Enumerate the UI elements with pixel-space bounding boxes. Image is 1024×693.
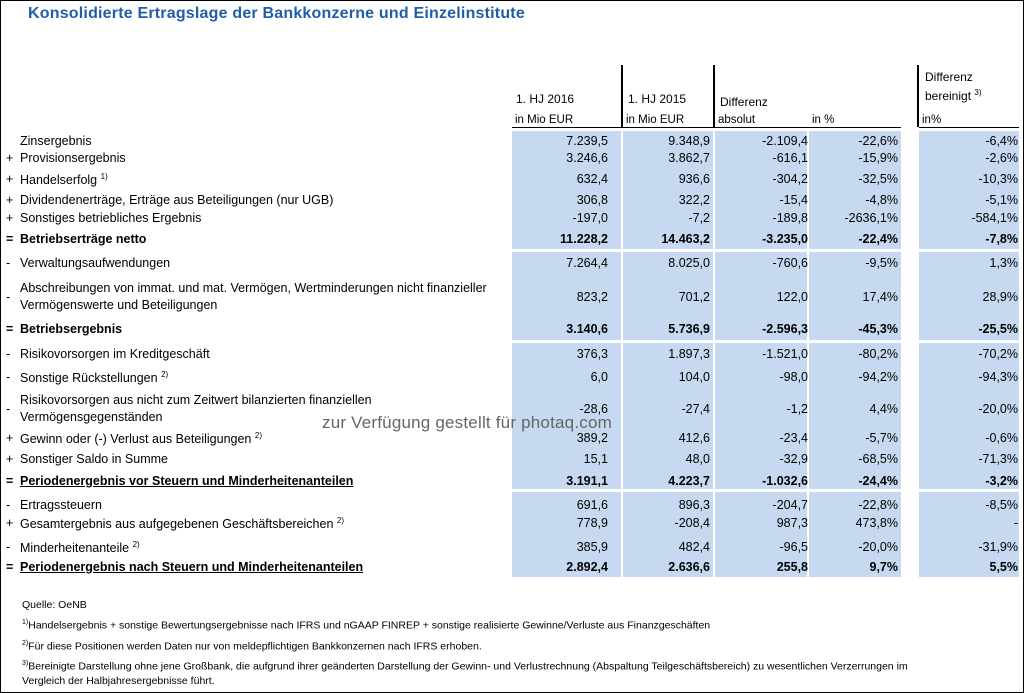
cell-hj2015: 14.463,2 xyxy=(661,232,710,246)
cell-hj2016: 389,2 xyxy=(576,431,608,445)
cell-hj2016: 3.140,6 xyxy=(566,322,608,336)
cell-diff-adj: -8,5% xyxy=(985,498,1018,512)
page-title: Konsolidierte Ertragslage der Bankkonzerne und Einzelinstitute xyxy=(28,5,525,22)
row-operator: = xyxy=(6,322,14,336)
cell-hj2016: -28,6 xyxy=(579,402,608,416)
header-differenz: Differenz xyxy=(720,95,768,109)
footnote-2: $^{2)}$Für diese Positionen werden Daten nur von meldepflichtigen Bankkonzernen nach IFRS erhoben. xyxy=(22,639,482,652)
watermark: zur Verfügung gestellt für photaq.com xyxy=(322,413,612,432)
unit-absolut: absolut xyxy=(718,114,756,126)
cell-hj2016: 7.239,5 xyxy=(566,134,608,148)
cell-hj2015: 104,0 xyxy=(678,370,710,384)
cell-diff-adj: 1,3% xyxy=(989,256,1018,270)
row-operator: = xyxy=(6,560,14,574)
cell-diff-abs: 255,8 xyxy=(776,560,808,574)
cell-hj2015: 936,6 xyxy=(678,172,710,186)
cell-hj2016: -197,0 xyxy=(572,211,608,225)
cell-hj2016: 306,8 xyxy=(576,193,608,207)
cell-diff-adj: -0,6% xyxy=(985,431,1018,445)
cell-diff-adj: -5,1% xyxy=(985,193,1018,207)
cell-diff-abs: -1.032,6 xyxy=(762,474,808,488)
cell-diff-abs: -98,0 xyxy=(779,370,808,384)
row-label: Gewinn oder (-) Verlust aus Beteiligungen $^{2)}$ xyxy=(20,431,262,447)
cell-diff-pct: -45,3% xyxy=(858,322,898,336)
cell-hj2016: 823,2 xyxy=(576,290,608,304)
cell-hj2016: 11.228,2 xyxy=(560,232,608,246)
cell-diff-pct: 17,4% xyxy=(862,290,898,304)
unit-col-2015: in Mio EUR xyxy=(626,114,685,126)
cell-diff-adj: -31,9% xyxy=(978,540,1018,554)
cell-diff-adj: -10,3% xyxy=(978,172,1018,186)
footnote-1: $^{1)}$Handelsergebnis + sonstige Bewertungsergebnisse nach IFRS und nGAAP FINREP + sonstige realisierte Gewinne/Verluste aus Finanzgeschäften xyxy=(22,619,711,632)
cell-hj2016: 15,1 xyxy=(583,452,608,466)
cell-hj2015: 896,3 xyxy=(678,498,710,512)
cell-diff-pct: -94,2% xyxy=(858,370,898,384)
row-label: Handelserfolg $^{1)}$ xyxy=(20,172,108,188)
cell-hj2016: 2.892,4 xyxy=(566,560,608,574)
row-label: Risikovorsorgen im Kreditgeschäft xyxy=(20,347,210,361)
cell-hj2015: 3.862,7 xyxy=(668,151,710,165)
row-label: Periodenergebnis nach Steuern und Minderheitenanteilen xyxy=(20,560,364,574)
row-label: Risikovorsorgen aus nicht zum Zeitwert bilanzierten finanziellen Vermögensgegenständen xyxy=(20,393,372,424)
cell-diff-pct: 4,4% xyxy=(869,402,898,416)
cell-hj2015: 482,4 xyxy=(678,540,710,554)
cell-diff-abs: -15,4 xyxy=(779,193,808,207)
cell-diff-adj: -25,5% xyxy=(978,322,1018,336)
row-operator: - xyxy=(6,540,11,554)
table-band xyxy=(809,343,901,489)
table-band xyxy=(715,343,807,489)
cell-diff-pct: -5,7% xyxy=(865,431,898,445)
row-operator: - xyxy=(6,402,11,416)
cell-diff-adj: -3,2% xyxy=(985,474,1018,488)
cell-diff-abs: -1,2 xyxy=(786,402,808,416)
row-label: Sonstige Rückstellungen $^{2)}$ xyxy=(20,370,169,386)
cell-diff-abs: -1.521,0 xyxy=(762,347,808,361)
cell-diff-abs: -204,7 xyxy=(772,498,808,512)
cell-diff-adj: -6,4% xyxy=(985,134,1018,148)
cell-hj2015: -208,4 xyxy=(674,516,710,530)
cell-hj2015: 4.223,7 xyxy=(668,474,710,488)
row-operator: - xyxy=(6,256,11,270)
cell-hj2015: 8.025,0 xyxy=(668,256,710,270)
cell-diff-adj: -70,2% xyxy=(978,347,1018,361)
cell-diff-pct: -24,4% xyxy=(858,474,898,488)
cell-diff-abs: -2.596,3 xyxy=(762,322,808,336)
cell-hj2015: 48,0 xyxy=(685,452,710,466)
cell-hj2016: 376,3 xyxy=(576,347,608,361)
cell-diff-adj: -20,0% xyxy=(978,402,1018,416)
cell-hj2015: 5.736,9 xyxy=(668,322,710,336)
cell-hj2015: 2.636,6 xyxy=(668,560,710,574)
cell-diff-abs: -23,4 xyxy=(779,431,808,445)
cell-diff-pct: -22,8% xyxy=(858,498,898,512)
cell-diff-pct: -20,0% xyxy=(858,540,898,554)
cell-hj2016: 691,6 xyxy=(576,498,608,512)
row-label: Sonstiges betriebliches Ergebnis xyxy=(20,211,202,225)
cell-hj2015: 701,2 xyxy=(678,290,710,304)
row-label: Betriebserträge netto xyxy=(20,232,147,246)
header-col-2015: 1. HJ 2015 xyxy=(628,92,687,106)
cell-diff-adj: 28,9% xyxy=(982,290,1018,304)
cell-diff-pct: -22,6% xyxy=(858,134,898,148)
row-operator: + xyxy=(6,516,14,530)
header-differenz-adj-1: Differenz xyxy=(925,70,973,84)
cell-diff-abs: -616,1 xyxy=(772,151,808,165)
cell-diff-abs: -96,5 xyxy=(779,540,808,554)
cell-diff-abs: -760,6 xyxy=(772,256,808,270)
cell-diff-pct: -4,8% xyxy=(865,193,898,207)
cell-diff-abs: -2.109,4 xyxy=(762,134,808,148)
row-operator: + xyxy=(6,211,14,225)
row-label: Abschreibungen von immat. und mat. Vermögen, Wertminderungen nicht finanzieller Vermögenswerte und Beteiligungen xyxy=(20,281,487,312)
row-label: Sonstiger Saldo in Summe xyxy=(20,452,168,466)
cell-diff-abs: -189,8 xyxy=(772,211,808,225)
row-label: Gesamtergebnis aus aufgegebenen Geschäftsbereichen $^{2)}$ xyxy=(20,516,345,532)
cell-hj2015: -27,4 xyxy=(681,402,710,416)
cell-diff-abs: -304,2 xyxy=(772,172,808,186)
cell-diff-pct: -22,4% xyxy=(858,232,898,246)
cell-diff-abs: -3.235,0 xyxy=(762,232,808,246)
row-operator: + xyxy=(6,452,14,466)
row-label: Periodenergebnis vor Steuern und Minderheitenanteilen xyxy=(20,474,354,488)
row-operator: = xyxy=(6,232,14,246)
cell-diff-adj: -7,8% xyxy=(985,232,1018,246)
row-operator: + xyxy=(6,151,14,165)
row-operator: + xyxy=(6,193,14,207)
cell-hj2016: 385,9 xyxy=(576,540,608,554)
cell-hj2016: 778,9 xyxy=(576,516,608,530)
footnotes xyxy=(22,598,952,692)
row-operator: + xyxy=(6,172,14,186)
cell-diff-adj: -584,1% xyxy=(971,211,1018,225)
cell-diff-adj: - xyxy=(1013,516,1018,530)
cell-hj2015: 9.348,9 xyxy=(668,134,710,148)
cell-diff-pct: -32,5% xyxy=(858,172,898,186)
row-operator: - xyxy=(6,370,11,384)
row-label: Ertragssteuern xyxy=(20,498,102,512)
cell-diff-adj: -2,6% xyxy=(985,151,1018,165)
cell-diff-pct: 473,8% xyxy=(855,516,898,530)
row-label: Dividendenerträge, Erträge aus Beteiligungen (nur UGB) xyxy=(20,193,334,207)
unit-percent-adj: in% xyxy=(922,114,942,126)
row-operator: = xyxy=(6,474,14,488)
cell-diff-pct: -80,2% xyxy=(858,347,898,361)
header-differenz-adj-2: bereinigt $^{3)}$ xyxy=(925,88,982,103)
unit-col-2016: in Mio EUR xyxy=(515,114,574,126)
unit-percent: in % xyxy=(812,114,835,126)
header-col-2016: 1. HJ 2016 xyxy=(516,92,575,106)
row-label: Verwaltungsaufwendungen xyxy=(20,256,171,270)
cell-diff-adj: 5,5% xyxy=(989,560,1018,574)
cell-hj2016: 7.264,4 xyxy=(566,256,608,270)
cell-diff-pct: -2636,1% xyxy=(844,211,898,225)
cell-hj2015: 322,2 xyxy=(678,193,710,207)
cell-diff-abs: 987,3 xyxy=(776,516,808,530)
row-operator: - xyxy=(6,347,11,361)
row-operator: - xyxy=(6,498,11,512)
row-operator: - xyxy=(6,290,11,304)
cell-diff-pct: -68,5% xyxy=(858,452,898,466)
cell-diff-abs: 122,0 xyxy=(776,290,808,304)
cell-hj2016: 632,4 xyxy=(576,172,608,186)
row-label: Provisionsergebnis xyxy=(20,151,126,165)
cell-hj2016: 6,0 xyxy=(590,370,608,384)
cell-diff-pct: -9,5% xyxy=(865,256,898,270)
row-label: Zinsergebnis xyxy=(20,134,92,148)
cell-diff-adj: -94,3% xyxy=(978,370,1018,384)
cell-diff-abs: -32,9 xyxy=(779,452,808,466)
cell-diff-adj: -71,3% xyxy=(978,452,1018,466)
row-label: Betriebsergebnis xyxy=(20,322,123,336)
row-label: Minderheitenanteile $^{2)}$ xyxy=(20,540,140,556)
footnote-source: Quelle: OeNB xyxy=(22,599,87,611)
cell-hj2016: 3.191,1 xyxy=(566,474,608,488)
header-rule xyxy=(919,127,1019,128)
cell-diff-pct: 9,7% xyxy=(869,560,898,574)
table-band xyxy=(623,343,713,489)
row-operator: + xyxy=(6,431,14,445)
cell-hj2016: 3.246,6 xyxy=(566,151,608,165)
cell-hj2015: 412,6 xyxy=(678,431,710,445)
cell-hj2015: -7,2 xyxy=(688,211,710,225)
footnote-3: $^{3)}$Bereinigte Darstellung ohne jene Großbank, die aufgrund ihrer geänderten Darstellung der Gewinn- und Verlustrechnung (Abspaltung Teilgeschäftsbereich) zu wesentlichen Verzerrungen im Vergleich der Halbjahresergebnisse führt. xyxy=(22,660,908,687)
table-band xyxy=(919,343,1019,489)
cell-diff-pct: -15,9% xyxy=(858,151,898,165)
cell-hj2015: 1.897,3 xyxy=(668,347,710,361)
header-rule xyxy=(512,127,901,128)
